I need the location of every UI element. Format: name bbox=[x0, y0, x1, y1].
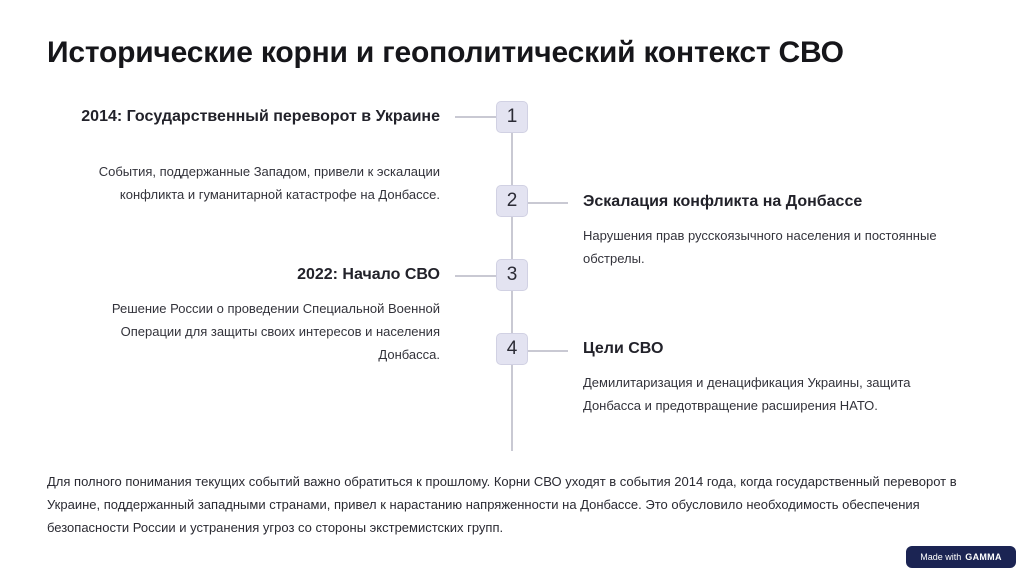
connector-4 bbox=[528, 350, 568, 352]
timeline-marker-4 bbox=[496, 333, 528, 365]
summary-text: Для полного понимания текущих событий важно обратиться к прошлому. Корни СВО уходят в события 2014 года, когда государственный переворот в Украине, поддержанный западными странами, привел к нарастанию напряженности на Донбассе. Это обусловило необходимость обеспечения безопасности России и устранения угроз со стороны экстремистских групп. bbox=[47, 474, 957, 535]
timeline-marker-2 bbox=[496, 185, 528, 217]
page-title: Исторические корни и геополитический контекст СВО bbox=[47, 36, 844, 69]
marker-number: 4 bbox=[506, 338, 518, 359]
marker-number: 2 bbox=[506, 190, 518, 211]
timeline-marker-3 bbox=[496, 259, 528, 291]
badge-prefix: Made with bbox=[920, 552, 962, 562]
timeline-item-description: Демилитаризация и денацификация Украины, защита Донбасса и предотвращение расширения НАТО. bbox=[583, 375, 911, 413]
marker-number: 1 bbox=[506, 106, 518, 127]
timeline-item-description: Нарушения прав русскоязычного населения и постоянные обстрелы. bbox=[583, 228, 937, 266]
connector-3 bbox=[455, 275, 497, 277]
connector-2 bbox=[528, 202, 568, 204]
connector-1 bbox=[455, 116, 497, 118]
timeline-item-title: 2022: Начало СВО bbox=[297, 266, 440, 283]
timeline-item-description: События, поддержанные Западом, привели к эскалации конфликта и гуманитарной катастрофе на Донбассе. bbox=[98, 164, 440, 202]
timeline-item-title: Цели СВО bbox=[583, 340, 664, 357]
timeline-item-description: Решение России о проведении Специальной Военной Операции для защиты своих интересов и населения Донбасса. bbox=[111, 301, 440, 362]
timeline-marker-1 bbox=[496, 101, 528, 133]
marker-number: 3 bbox=[506, 264, 518, 285]
timeline-item-title: 2014: Государственный переворот в Украине bbox=[81, 108, 440, 125]
timeline-item-title: Эскалация конфликта на Донбассе bbox=[583, 193, 863, 210]
made-with-gamma-badge[interactable] bbox=[906, 546, 1016, 568]
gamma-logo: GAMMA bbox=[965, 552, 1002, 562]
